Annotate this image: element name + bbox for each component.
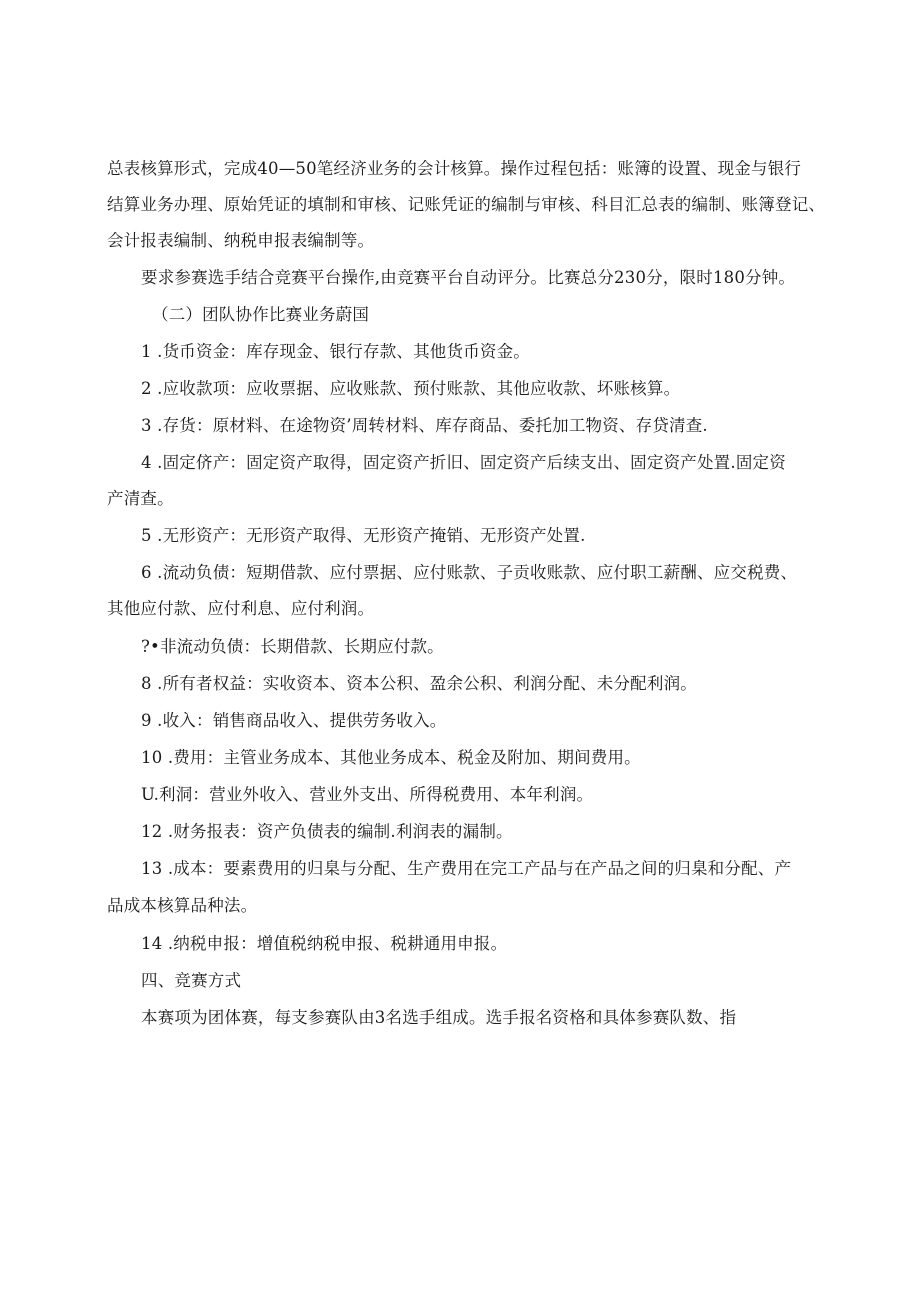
list-item: 2 .应收款项：应收票据、应收账款、预付账款、其他应收款、坏账核算。: [141, 379, 681, 398]
section-heading: 四、竞赛方式: [141, 971, 242, 990]
paragraph-line: 总表核算形式，完成40—50笔经济业务的会计核算。操作过程包括：账簿的设置、现金与银行: [107, 159, 802, 178]
paragraph-line: 本赛项为团体赛，每支参赛队由3名选手组成。选手报名资格和具体参赛队数、指: [141, 1008, 737, 1027]
list-item: U.利洞：营业外收入、营业外支出、所得税费用、本年利润。: [141, 785, 594, 804]
list-item: 6 .流动负债：短期借款、应付票据、应付账款、子贡收账款、应付职工薪酬、应交税费、: [141, 563, 798, 582]
list-item: 5 .无形资产：无形资产取得、无形资产掩销、无形资产处置.: [141, 526, 586, 545]
list-item: 14 .纳税申报：增值税纳税申报、税耕通用申报。: [141, 934, 508, 953]
list-item: 9 .收入：销售商品收入、提供劳务收入。: [141, 711, 447, 730]
list-item-continuation: 产清查。: [107, 489, 174, 508]
section-heading: （二）团队协作比赛业务蔚国: [152, 305, 370, 324]
list-item: 8 .所有者权益：实收资本、资本公积、盈余公积、利润分配、未分配利润。: [141, 674, 697, 693]
list-item: 10 .费用：主管业务成本、其他业务成本、税金及附加、期间费用。: [141, 748, 641, 767]
list-item: 3 .存货：原材料、在途物资’周转材料、库存商品、委托加工物资、存贷清查.: [141, 416, 708, 435]
paragraph-line: 要求参赛选手结合竞赛平台操作,由竞赛平台自动评分。比赛总分230分，限时180分钟。: [141, 268, 796, 287]
paragraph-line: 结算业务办理、原始凭证的填制和审核、记账凭证的编制与审核、科目汇总表的编制、账簿登记、: [107, 195, 826, 214]
list-item: 12 .财务报表：资产负债表的编制.利润表的漏制。: [141, 822, 513, 841]
paragraph-line: 会计报表编制、纳税申报表编制等。: [107, 231, 375, 250]
list-item: 4 .固定侪产：固定资产取得，固定资产折旧、固定资产后续支出、固定资产处置.固定资: [141, 453, 786, 472]
list-item-continuation: 品成本核算品种法。: [107, 896, 258, 915]
list-item: 1 .货币资金：库存现金、银行存款、其他货币资金。: [141, 342, 530, 361]
list-item: ?•非流动负债：长期借款、长期应付款。: [141, 637, 444, 656]
list-item-continuation: 其他应付款、应付利息、应付利润。: [107, 599, 375, 618]
list-item: 13 .成本：要素费用的归臬与分配、生产费用在完工产品与在产品之间的归臬和分配、产: [141, 859, 792, 878]
